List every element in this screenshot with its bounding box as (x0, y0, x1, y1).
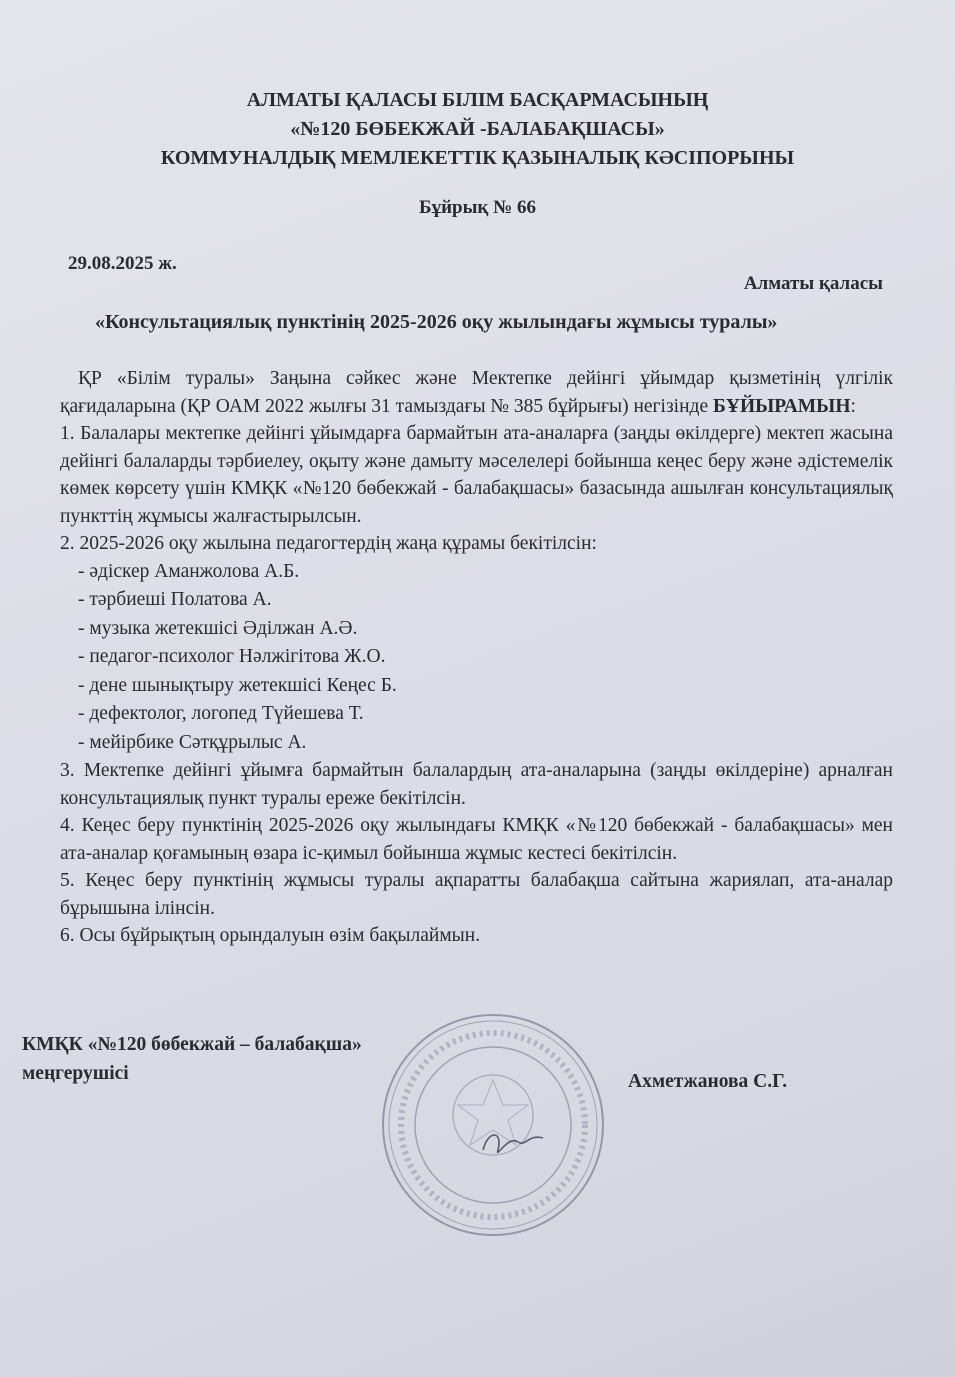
signature-area (0, 1010, 955, 1260)
item-1: 1. Балалары мектепке дейінгі ұйымдарға бармайтын ата-аналарға (заңды өкілдерге) мектеп жасына дейінгі балаларды тәрбиелеу, оқыту және дамыту мәселелері бойынша кеңес беру және әдістемелік көмек көрсету үшін КМҚК «№120 бөбекжай - балабақшасы» базасында ашылған консультациялық пункттің жұмысы жалғастырылсын. (60, 423, 893, 527)
staff-item: - дене шынықтыру жетекшісі Кеңес Б. (78, 674, 397, 696)
staff-list (60, 558, 893, 758)
signature-org: КМҚК «№120 бөбекжай – балабақша» (22, 1033, 362, 1055)
preamble-end: : (850, 395, 856, 417)
order-title: «Консультациялық пунктінің 2025-2026 оқу жылындағы жұмысы туралы» (95, 311, 778, 333)
signatory-name: Ахметжанова С.Г. (628, 1070, 788, 1092)
staff-item: - тәрбиеші Полатова А. (78, 589, 272, 610)
signature-block (22, 1030, 362, 1088)
staff-item: - мейірбике Сәтқұрылыс А. (78, 731, 307, 753)
order-number: Бұйрық № 66 (419, 197, 536, 218)
preamble-text: ҚР «Білім туралы» Заңына сәйкес және Мектепке дейінгі ұйымдар қызметінің үлгілік қағидаларына (ҚР ОАМ 2022 жылғы 31 тамыздағы № 385 бұйрығы) негізінде (60, 368, 893, 417)
item-3: 3. Мектепке дейінгі ұйымға бармайтын балалардың ата-аналарына (заңды өкілдеріне) арналған консультациялық пункт туралы ереже бекітілсін. (60, 760, 893, 809)
header-line-1: АЛМАТЫ ҚАЛАСЫ БІЛІМ БАСҚАРМАСЫНЫҢ (246, 89, 709, 111)
item-4: 4. Кеңес беру пунктінің 2025-2026 оқу жылындағы КМҚК «№120 бөбекжай - балабақшасы» мен ата-аналар қоғамының өзара іс-қимыл бойынша жұмыс кестесі бекітілсін. (60, 815, 893, 864)
order-city: Алматы қаласы (743, 273, 883, 294)
item-5: 5. Кеңес беру пунктінің жұмысы туралы ақпаратты балабақша сайтына жариялап, ата-аналар бұрышына ілінсін. (60, 870, 893, 919)
staff-item: - әдіскер Аманжолова А.Б. (78, 560, 300, 582)
header-line-2: «№120 БӨБЕКЖАЙ -БАЛАБАҚШАСЫ» (290, 118, 665, 140)
signature-role: меңгерушісі (22, 1062, 129, 1084)
header-line-3: КОММУНАЛДЫҚ МЕМЛЕКЕТТІК ҚАЗЫНАЛЫҚ КӘСІПОРЫНЫ (160, 147, 795, 169)
preamble (60, 365, 893, 420)
item-6: 6. Осы бұйрықтың орындалуын өзім бақылаймын. (60, 925, 481, 946)
item-2: 2. 2025-2026 оқу жылына педагогтердің жаңа құрамы бекітілсін: (60, 533, 597, 554)
staff-item: - музыка жетекшісі Әділжан А.Ә. (78, 617, 358, 639)
staff-item: - дефектолог, логопед Түйешева Т. (78, 703, 364, 724)
order-body (60, 365, 893, 950)
order-date: 29.08.2025 ж. (68, 253, 177, 274)
official-stamp (378, 1010, 608, 1245)
document-header (0, 86, 955, 173)
date-city-row (0, 253, 955, 301)
preamble-bold: БҰЙЫРАМЫН (712, 395, 851, 417)
staff-item: - педагог-психолог Нәлжігітова Ж.О. (78, 646, 386, 667)
